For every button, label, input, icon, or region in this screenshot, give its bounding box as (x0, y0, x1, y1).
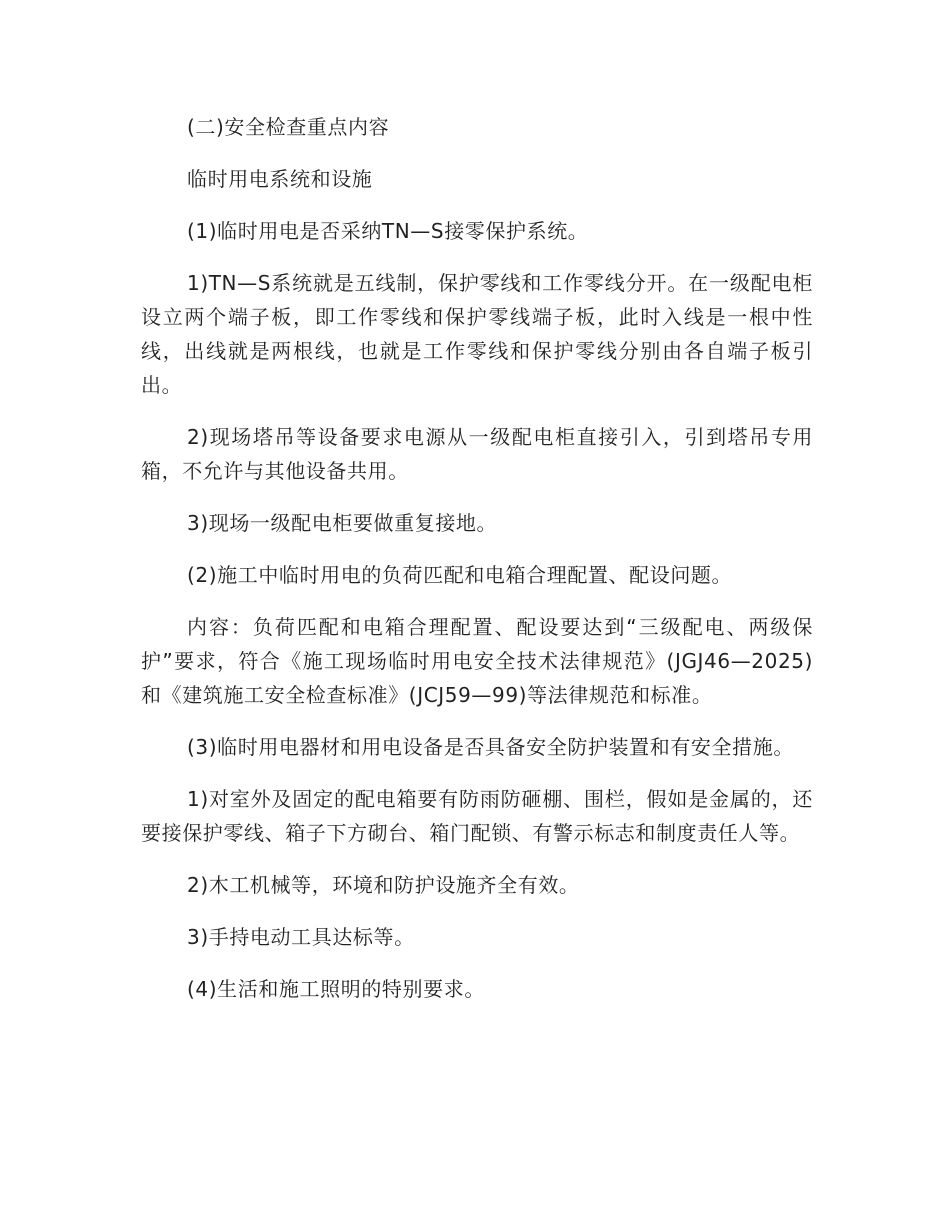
paragraph: 3)手持电动工具达标等。 (187, 925, 415, 949)
paragraph: 3)现场一级配电柜要做重复接地。 (187, 511, 498, 535)
item-heading-2: (2)施工中临时用电的负荷匹配和电箱合理配置、配设问题。 (187, 563, 733, 587)
subsection-heading: 临时用电系统和设施 (187, 167, 373, 191)
section-heading: (二)安全检查重点内容 (187, 115, 390, 139)
paragraph: 2)现场塔吊等设备要求电源从一级配电柜直接引入，引到塔吊专用箱，不允许与其他设备共用。 (141, 425, 813, 483)
paragraph: 1)TN—S系统就是五线制，保护零线和工作零线分开。在一级配电柜设立两个端子板，即工作零线和保护零线端子板，此时入线是一根中性线，出线就是两根线，也就是工作零线和保护零线分别由各自端子板引出。 (141, 271, 813, 397)
document-body (141, 110, 813, 1024)
item-heading-1: (1)临时用电是否采纳TN—S接零保护系统。 (187, 219, 589, 243)
item-heading-4: (4)生活和施工照明的特别要求。 (187, 977, 485, 1001)
paragraph: 内容：负荷匹配和电箱合理配置、配设要达到“三级配电、两级保护”要求，符合《施工现场临时用电安全技术法律规范》(JGJ46—2025)和《建筑施工安全检查标准》(JCJ59—99)等法律规范和标准。 (141, 615, 813, 707)
paragraph: 1)对室外及固定的配电箱要有防雨防砸棚、围栏，假如是金属的，还要接保护零线、箱子下方砌台、箱门配锁、有警示标志和制度责任人等。 (141, 787, 813, 845)
paragraph: 2)木工机械等，环境和防护设施齐全有效。 (187, 873, 580, 897)
item-heading-3: (3)临时用电器材和用电设备是否具备安全防护装置和有安全措施。 (187, 735, 794, 759)
